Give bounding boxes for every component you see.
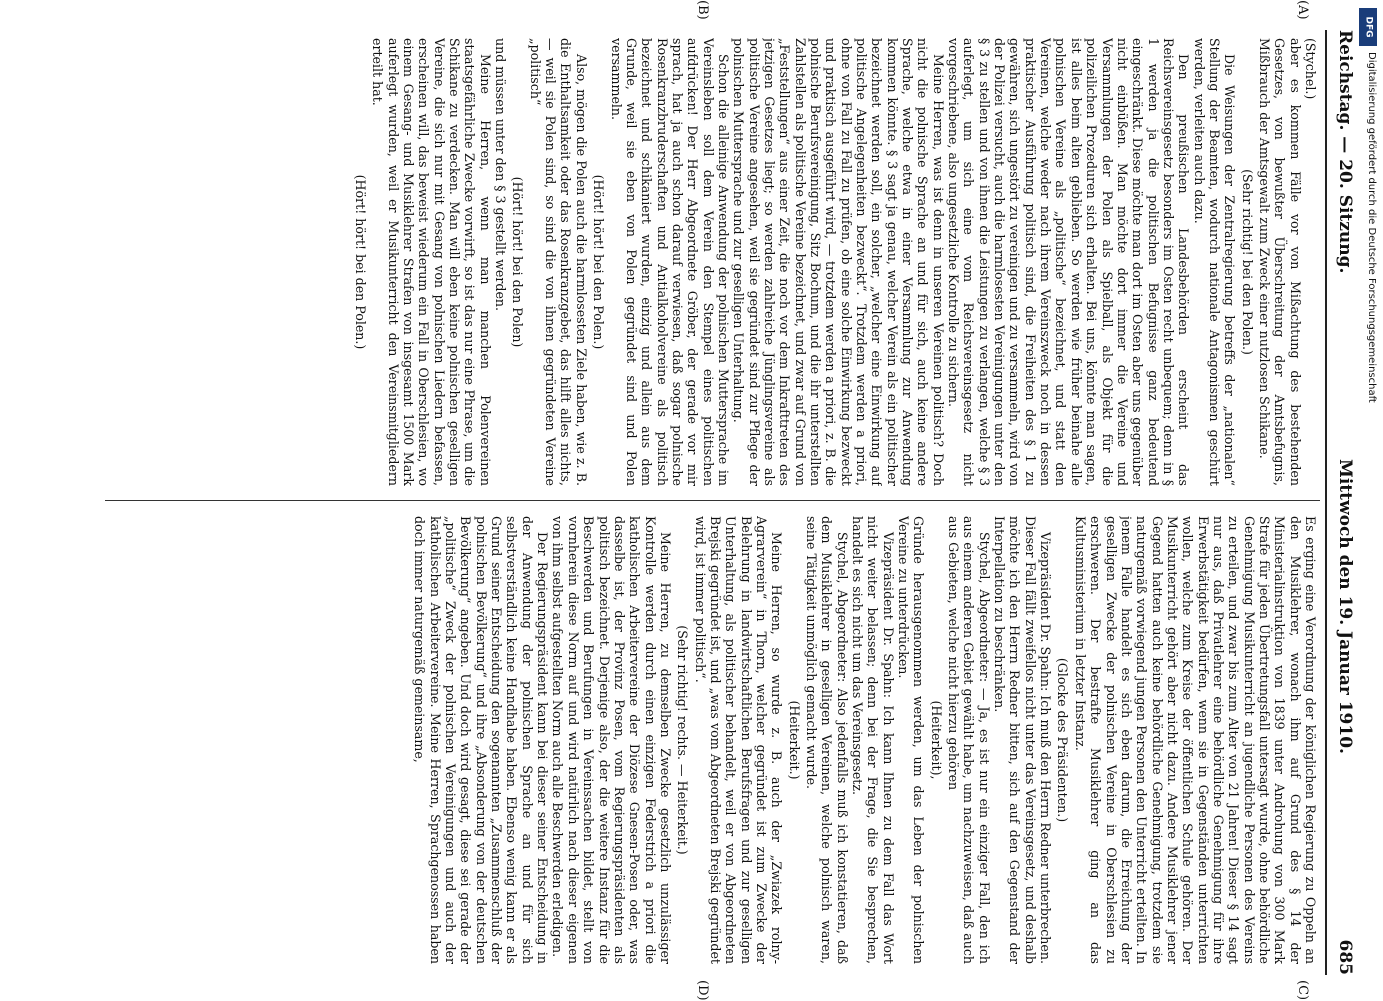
interjection: (Hört! hört! bei den Polen.) xyxy=(353,174,369,350)
paragraph: Meine Herren, was ist denn in unseren Vereinen politisch? Doch nicht die polnische Sprache an und für sich, auch keine andere Sprache, welche etwa in einer Versammlung zur Anwendung kommen könnte. § 3 sagt ja genau, welcher Verein als ein politischer bezeichnet werden soll, ein solcher, „welcher eine Einwirkung auf politische Angelegenheiten bezweckt“. Trotzdem werden a priori, ohne von Fall zu Fall zu prüfen, ob eine solche Einwirkung bezweckt und praktisch ausgeführt wird, — trotzdem werden a priori, z. B. die polnische Berufsvereinigung, Sitz Bochum, und die ihr unterstellten Zahlstellen als politische Vereine bezeichnet, und zwar auf Grund von „Feststellungen“ aus einer Zeit, die noch vor dem Inkrafttreten des jetzigen Gesetzes liegt; so werden zahlreiche Jünglingsvereine als politische Vereine angesehen, weil sie gegründet sind zur Pflege der polnischen Muttersprache und zur geselligen Unterhaltung. xyxy=(731,38,946,486)
interjection: (Sehr richtig! rechts. — Heiterkeit.) xyxy=(675,625,691,855)
column-divider xyxy=(105,500,1320,501)
margin-marker-c: (C) xyxy=(1295,980,1310,1001)
page-number: 685 xyxy=(1335,939,1355,975)
right-column xyxy=(106,516,1318,964)
interjection: (Glocke des Präsidenten.) xyxy=(1055,657,1071,823)
page-header xyxy=(1330,30,1360,975)
speaker-reference: (Stychel.) xyxy=(1303,38,1318,100)
paragraph: Der Regierungspräsident kann bei dieser seiner Entscheidung in der Anwendung der polnischen Sprache an und für sich selbstverständlich keine Handhabe haben. Ebenso wenig kann er als Grund seiner Entscheidung den sogenannten „Zusammenschluß der polnischen Bevölkerung“ und ihre „Absonderung von der deutschen Bevölkerung“ angeben. Und doch wird gesagt, diese sei gerade der „politische“ Zweck der polnischen Vereinigungen und auch der katholischen Arbeitervereine. Meine Herren, Sprachgenossen haben doch immer naturgemäß gemeinsame, xyxy=(412,516,551,964)
header-rule xyxy=(1325,30,1327,975)
paragraph: Meine Herren, so wurde z. B. auch der „Zwiazek rolny-Agrarverein“ in Thorn, welcher gegründet ist zum Zwecke der Belehrung in landwirtschaftlichen Berufsfragen und zur geselligen Unterhaltung, als politischer behandelt, weil er von Abgeordneten Brejski gegründet ist, und „was vom Abgeordneten Brejski gegründet wird, ist immer politisch“. xyxy=(692,516,785,964)
interjection: (Sehr richtig! bei den Polen.) xyxy=(1239,169,1255,355)
paragraph: Schon die alleinige Anwendung der polnischen Muttersprache im Vereinsleben soll dem Verein den Stempel eines politischen aufdrücken! Der Herr Abgeordnete Gröber, der gerade vor mir sprach, hat ja auch schon darauf verwiesen, daß sogar polnische Rosenkranzbruderschaften und Antialkoholvereine als politisch bezeichnet und schikaniert wurden, einzig und allein aus dem Grunde, weil sie eben von Polen gegründet sind und Polen versammeln. xyxy=(608,38,731,486)
paragraph: aber es kommen Fälle vor von Mißachtung des bestehenden Gesetzes, von bewußter Überschreitung der Amtsbefugnis, Mißbrauch der Amtsgewalt zum Zweck einer nutzlosen Schikane. xyxy=(1256,38,1303,486)
dfg-watermark xyxy=(1359,8,1379,988)
margin-marker-d: (D) xyxy=(695,980,710,1001)
header-date: Mittwoch den 19. Januar 1910. xyxy=(1335,459,1355,754)
scanned-page xyxy=(98,0,1360,1001)
paragraph: Meine Herren, wenn man manchen Polenvereinen staatsgefährliche Zwecke vorwirft, so ist das nur eine Phrase, um die Schikane zu verdecken. Man will eben keine polnischen geselligen Vereine, die sich nur mit Gesang von polnischen Liedern befassen, erscheinen will, das beweist wiederum ein Fall in Oberschlesien, wo einem Gesang- und Musiklehrer Strafen von insgesamt 1500 Mark auferlegt wurden, weil er Musikunterricht den Vereinsmitgliedern erteilt hat. xyxy=(370,38,493,486)
dfg-logo-icon: DFG xyxy=(1359,8,1377,46)
paragraph: Stychel, Abgeordneter: Also jedenfalls muß ich konstatieren, daß dem Musiklehrer in geselligen Vereinen, welche polnisch waren, seine Tätigkeit unmöglich gemacht wurde. xyxy=(804,516,850,964)
paragraph: Vizepräsident Dr. Spahn: Ich muß den Herrn Redner unterbrechen. Dieser Fall fällt zweifellos nicht unter das Vereinsgesetz, und deshalb möchte ich den Herrn Redner bitten, sich auf den Gegenstand der Interpellation zu beschränken. xyxy=(992,516,1054,964)
interjection: (Hört! hört! bei den Polen.) xyxy=(591,174,607,350)
left-column xyxy=(106,38,1318,486)
paragraph: Den preußischen Landesbehörden erscheint das Reichsvereinsgesetz besonders im Osten recht unbequem; denn in § 1 werden ja die politischen Befugnisse ganz bedeutend eingeschränkt. Diese möchte man dort im Osten aber uns gegenüber nicht einbüßen. Man möchte dort immer die Vereine und Versammlungen der Polen als Spielball, als Objekt für die polizeilichen Prozeduren sich erhalten. Bei uns, könnte man sagen, ist alles beim alten geblieben. So werden wie früher beinahe alle polnischen Vereine als „politische“ bezeichnet, und statt den Vereinen, welche weder nach ihrem Vereinszweck noch in dessen praktischer Ausführung politisch sind, die Freiheiten des § 1 zu gewähren, sich ungestört zu vereinigen und zu versammeln, wird von der Polizei versucht, auch die harmlosesten Vereinigungen unter den § 3 zu stellen und von ihnen die Leistungen zu verlangen, welche § 3 auferlegt, um sich eine vom Reichsvereinsgesetz nicht vorgeschriebene, also ungesetzliche Kontrolle zu sichern. xyxy=(946,38,1192,486)
funding-notice: Digitalisierung gefördert durch die Deutsche Forschungsgemeinschaft xyxy=(1366,52,1377,403)
margin-marker-b: (B) xyxy=(695,0,710,20)
paragraph: und müssen unter den § 3 gestellt werden. xyxy=(493,38,509,312)
paragraph: Also, mögen die Polen auch die harmlosesten Ziele haben, wie z. B. die Enthaltsamkeit oder das Rosenkranzgebet, das hilft alles nichts, — weil sie Polen sind, so sind die von ihnen gegründeten Vereine „politisch“ xyxy=(527,38,589,486)
paragraph: Die Weisungen der Zentralregierung betreffs der „nationalen“ Stellung der Beamten, wodurch nationale Antagonismen geschürt werden, verleiten auch dazu. xyxy=(1191,38,1238,486)
margin-marker-a: (A) xyxy=(1295,0,1310,20)
paragraph: Gründe herausgenommen werden, um das Leben der polnischen Vereine zu unterdrücken. xyxy=(896,516,927,964)
paragraph: Meine Herren, zu demselben Zwecke gesetzlich unzulässiger Kontrolle werden durch einen einzigen Federstrich a priori die katholischen Arbeitervereine der Diözese Gnesen-Posen oder, was dasselbe ist, der Provinz Posen, vom Regierungspräsidenten als politisch bezeichnet. Derjenige also, der die weitere Instanz für die Beschwerden und Berufungen in Vereinssachen bildet, stellt von vornherein diese Norm auf und wird natürlich nach dieser eigenen von ihm selbst aufgestellten Norm auch alle Beschwerden erledigen. xyxy=(550,516,673,964)
interjection: (Hört! hört! bei den Polen) xyxy=(510,176,526,348)
paragraph: Vizepräsident Dr. Spahn: Ich kann Ihnen zu dem Fall das Wort nicht weiter belassen; denn bei der Frage, die Sie besprechen, handelt es sich nicht um das Vereinsgesetz. xyxy=(850,516,896,964)
paragraph: Stychel, Abgeordneter: — Ja, es ist nur ein einziger Fall, den ich aus einem anderen Gebiet gewählt habe, um nachzuweisen, daß auch aus Gebieten, welche nicht hierzu gehören xyxy=(946,516,992,964)
paragraph: Es erging eine Verordnung der königlichen Regierung zu Oppeln an den Musiklehrer, wonach ihm auf Grund des § 14 der Ministerialinstruktion von 1839 unter Androhung von 300 Mark Strafe für jeden Übertretungsfall untersagt wurde, ohne behördliche Genehmigung Musikunterricht an jugendliche Personen des Vereins zu erteilen, und zwar bis zum Alter von 21 Jahren! Dieser § 14 sagt nur aus, daß Privatlehrer eine behördliche Genehmigung für ihre Erwerbstätigkeit bedürfen, wenn sie in Gegenständen unterrichten wollen, welche zum Kreise der öffentlichen Schule gehören. Der Musikunterricht gehört aber nicht dazu. Andere Musiklehrer jener Gegend hatten auch keine behördliche Genehmigung, trotzdem sie naturgemäß vorwiegend jungen Personen den Unterricht erteilten. In jenem Falle handelt es sich eben darum, die Erreichung der geselligen Zwecke der polnischen Vereine in Oberschlesien zu erschweren. Der bestrafte Musiklehrer ging an das Kultusministerium in letzter Instanz. xyxy=(1072,516,1318,964)
interjection: (Heiterkeit.) xyxy=(786,700,802,780)
header-left: Reichstag. — 20. Sitzung. xyxy=(1335,30,1355,274)
interjection: (Heiterkeit), xyxy=(928,700,944,780)
